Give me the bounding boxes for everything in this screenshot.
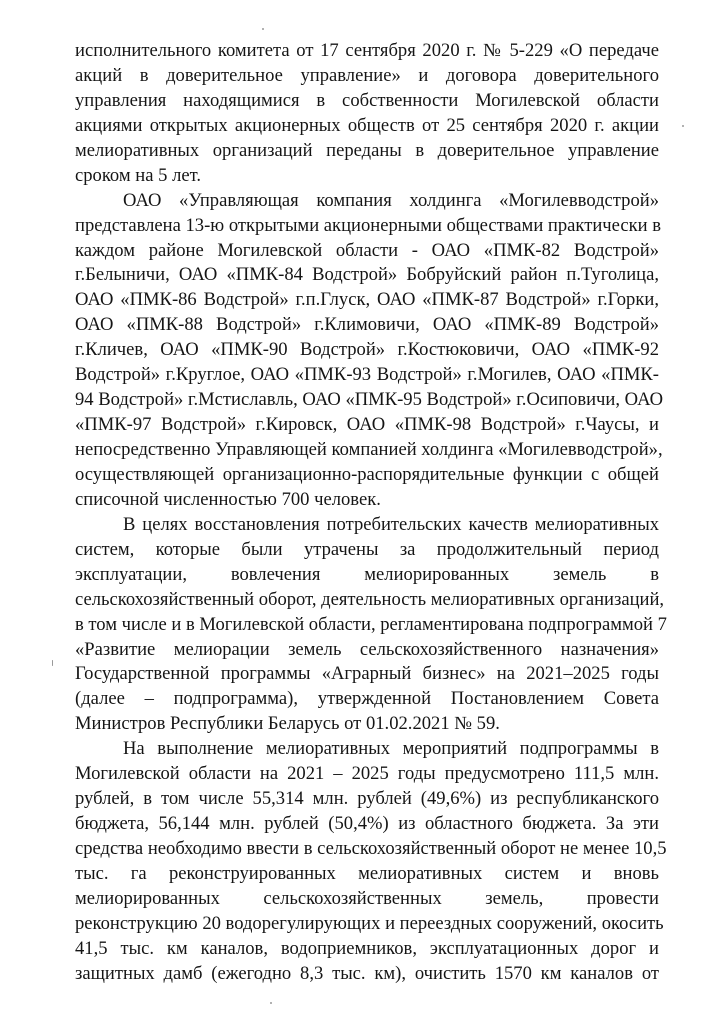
text-line: тыс. га реконструированных мелиоративных систем и вновь	[75, 862, 659, 884]
text-line: Государственной программы «Аграрный бизнес» на 2021–2025 годы	[75, 663, 659, 685]
text-line: каждом районе Могилевской области - ОАО «ПМК-82 Водстрой»	[75, 239, 659, 261]
text-line: ОАО «ПМК-86 Водстрой» г.п.Глуск, ОАО «ПМК-87 Водстрой» г.Горки,	[75, 289, 659, 311]
text-line: ОАО «ПМК-88 Водстрой» г.Климовичи, ОАО «ПМК-89 Водстрой»	[75, 314, 659, 336]
text-line: сроком на 5 лет.	[75, 164, 201, 186]
text-line: эксплуатации, вовлечения мелиорированных земель в	[75, 563, 659, 585]
text-line: «ПМК-97 Водстрой» г.Кировск, ОАО «ПМК-98 Водстрой» г.Чаусы, и	[75, 414, 659, 436]
text-line: осуществляющей организационно-распорядительные функции с общей	[75, 463, 659, 485]
text-line: непосредственно Управляющей компанией холдинга «Могилевводстрой»,	[75, 439, 663, 460]
scan-speck	[52, 660, 53, 666]
text-line: в том числе и в Могилевской области, регламентирована подпрограммой 7	[75, 613, 667, 635]
text-line: списочной численностью 700 человек.	[75, 488, 381, 510]
text-line: акций в доверительное управление» и договора доверительного	[75, 64, 659, 86]
text-line: г.Кличев, ОАО «ПМК-90 Водстрой» г.Костюковичи, ОАО «ПМК-92	[75, 339, 659, 361]
text-line: исполнительного комитета от 17 сентября 2020 г. № 5-229 «О передаче	[75, 40, 659, 61]
paragraph-4	[75, 737, 667, 986]
text-line: средства необходимо ввести в сельскохозяйственный оборот не менее 10,5	[75, 838, 667, 859]
paragraph-3	[75, 513, 667, 737]
scan-speck	[682, 125, 684, 127]
text-line: На выполнение мелиоративных мероприятий подпрограммы в	[123, 738, 659, 760]
text-line: акциями открытых акционерных обществ от 25 сентября 2020 г. акции	[75, 114, 659, 136]
scan-speck	[262, 28, 264, 30]
text-line: Министров Республики Беларусь от 01.02.2021 № 59.	[75, 713, 500, 735]
text-line: представлена 13-ю открытыми акционерными обществами практически в	[75, 214, 662, 236]
scan-speck	[270, 1002, 272, 1004]
text-line: Водстрой» г.Круглое, ОАО «ПМК-93 Водстрой» г.Могилев, ОАО «ПМК-	[75, 364, 659, 386]
text-line: 41,5 тыс. км каналов, водоприемников, эксплуатационных дорог и	[75, 937, 659, 959]
text-line: реконструкцию 20 водорегулирующих и переездных сооружений, окосить	[75, 912, 664, 934]
text-line: управления находящимися в собственности Могилевской области	[75, 89, 659, 111]
text-line: мелиоративных организаций переданы в доверительное управление	[75, 139, 659, 161]
text-line: систем, которые были утрачены за продолжительный период	[75, 538, 659, 560]
text-line: г.Белыничи, ОАО «ПМК-84 Водстрой» Бобруйский район п.Туголица,	[75, 264, 659, 286]
text-line: мелиорированных сельскохозяйственных земель, провести	[75, 887, 659, 909]
text-line: сельскохозяйственный оборот, деятельность мелиоративных организаций,	[75, 588, 665, 610]
text-line: Могилевской области на 2021 – 2025 годы предусмотрено 111,5 млн.	[75, 763, 659, 785]
text-line: (далее – подпрограмма), утвержденной Постановлением Совета	[75, 688, 659, 710]
text-line: бюджета, 56,144 млн. рублей (50,4%) из областного бюджета. За эти	[75, 813, 659, 835]
text-line: ОАО «Управляющая компания холдинга «Могилевводстрой»	[123, 189, 659, 211]
text-line: 94 Водстрой» г.Мстиславль, ОАО «ПМК-95 Водстрой» г.Осиповичи, ОАО	[75, 389, 664, 411]
text-line: защитных дамб (ежегодно 8,3 тыс. км), очистить 1570 км каналов от	[75, 962, 659, 984]
document-page	[75, 39, 667, 987]
text-line: В целях восстановления потребительских качеств мелиоративных	[123, 513, 659, 535]
paragraph-1	[75, 39, 659, 189]
paragraph-2	[75, 189, 664, 513]
text-line: «Развитие мелиорации земель сельскохозяйственного назначения»	[75, 638, 659, 660]
text-line: рублей, в том числе 55,314 млн. рублей (49,6%) из республиканского	[75, 788, 659, 810]
